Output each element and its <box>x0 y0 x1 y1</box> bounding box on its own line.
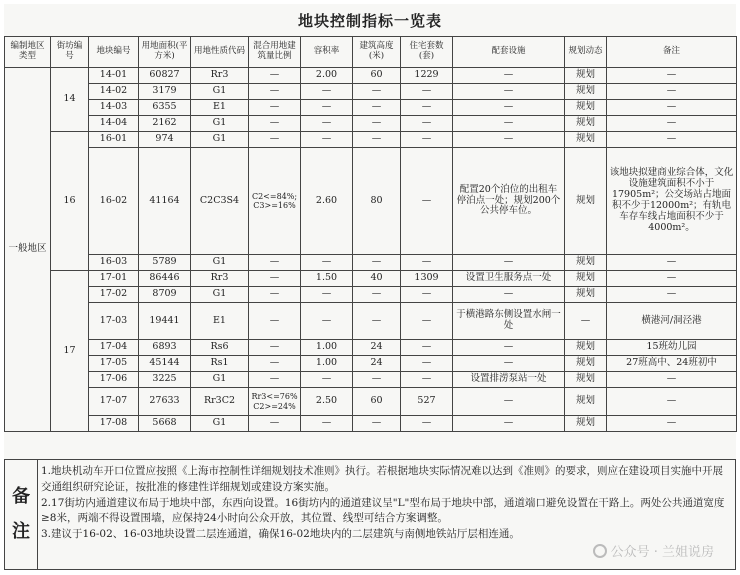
table-row <box>5 116 737 132</box>
units: — <box>401 116 453 132</box>
facilities: 设置排涝泵站一处 <box>453 372 565 388</box>
mixed-ratio: — <box>249 356 301 372</box>
land-use-code: Rr3C2 <box>191 388 249 416</box>
notes-label-char-2: 注 <box>12 520 30 542</box>
mixed-ratio: — <box>249 303 301 340</box>
header-status: 规划动态 <box>565 37 607 68</box>
facilities: 于横港路东侧设置水闸一处 <box>453 303 565 340</box>
notes-label-char-1: 备 <box>12 486 30 508</box>
block-16-cell: 16 <box>51 132 89 271</box>
land-area: 27633 <box>139 388 191 416</box>
table-row <box>5 416 737 432</box>
header-facilities: 配套设施 <box>453 37 565 68</box>
units: — <box>401 372 453 388</box>
header-height: 建筑高度(米) <box>353 37 401 68</box>
land-use-code: G1 <box>191 84 249 100</box>
note-2: 2.17街坊内通道建议布局于地块中部，东西向设置。16街坊内的通道建议呈"L"型布局于地块中部，通道端口避免设置在干路上。两处公共通道宽度≥8米，两端不得设置围墙，应保持24小时向公众开放，其位置、线型可结合方案调整。 <box>41 496 725 525</box>
status: 规划 <box>565 356 607 372</box>
land-use-code: G1 <box>191 287 249 303</box>
facilities: — <box>453 287 565 303</box>
block-14-cell: 14 <box>51 68 89 132</box>
far: — <box>301 255 353 271</box>
plot-id: 17-01 <box>89 271 139 287</box>
status: — <box>565 303 607 340</box>
status: 规划 <box>565 100 607 116</box>
remarks: 该地块拟建商业综合体，文化设施建筑面积不小于17905m²；公交场站占地面积不少于12000m²；有轨电车存车线占地面积不少于4000m²。 <box>607 148 737 255</box>
header-mixed-ratio: 混合用地建筑量比例 <box>249 37 301 68</box>
note-3: 3.建议于16-02、16-03地块设置二层连通道，确保16-02地块内的二层建筑与南侧地铁站厅层相连通。 <box>41 528 520 540</box>
height: 80 <box>353 148 401 255</box>
height: 60 <box>353 388 401 416</box>
plot-id: 16-02 <box>89 148 139 255</box>
height: — <box>353 416 401 432</box>
plot-id: 14-04 <box>89 116 139 132</box>
far: 1.50 <box>301 271 353 287</box>
units: — <box>401 84 453 100</box>
far: — <box>301 416 353 432</box>
plot-id: 17-02 <box>89 287 139 303</box>
header-region-type: 编制地区类型 <box>5 37 51 68</box>
header-block-no: 街坊编号 <box>51 37 89 68</box>
remarks: — <box>607 388 737 416</box>
remarks: — <box>607 271 737 287</box>
table-row <box>5 255 737 271</box>
far: — <box>301 116 353 132</box>
note-1: 1.地块机动车开口位置应按照《上海市控制性详细规划技术准则》执行。若根据地块实际情况难以达到《准则》的要求，则应在建设项目实施中开展交通组织研究论证，按批准的修建性详细规划或建设方案实施。 <box>41 465 724 493</box>
facilities: — <box>453 356 565 372</box>
remarks: 横港河/洞泾港 <box>607 303 737 340</box>
land-area: 974 <box>139 132 191 148</box>
height: — <box>353 287 401 303</box>
remarks: — <box>607 255 737 271</box>
units: — <box>401 148 453 255</box>
far: — <box>301 303 353 340</box>
status: 规划 <box>565 388 607 416</box>
land-use-code: Rr3 <box>191 68 249 84</box>
plot-id: 17-07 <box>89 388 139 416</box>
status: 规划 <box>565 132 607 148</box>
table-row <box>5 356 737 372</box>
status: 规划 <box>565 416 607 432</box>
land-use-code: G1 <box>191 132 249 148</box>
watermark <box>593 541 714 560</box>
remarks: — <box>607 116 737 132</box>
height: — <box>353 132 401 148</box>
far: 1.00 <box>301 340 353 356</box>
remarks: 27班高中、24班初中 <box>607 356 737 372</box>
table-row <box>5 287 737 303</box>
mixed-ratio: — <box>249 116 301 132</box>
land-area: 2162 <box>139 116 191 132</box>
remarks: — <box>607 84 737 100</box>
status: 规划 <box>565 287 607 303</box>
units: — <box>401 356 453 372</box>
status: 规划 <box>565 84 607 100</box>
table-row <box>5 372 737 388</box>
table-row <box>5 388 737 416</box>
mixed-ratio: — <box>249 287 301 303</box>
header-units: 住宅套数(套) <box>401 37 453 68</box>
facilities: — <box>453 84 565 100</box>
facilities: 设置卫生服务点一处 <box>453 271 565 287</box>
plot-id: 17-06 <box>89 372 139 388</box>
height: 24 <box>353 356 401 372</box>
plot-id: 16-01 <box>89 132 139 148</box>
land-area: 60827 <box>139 68 191 84</box>
far: — <box>301 287 353 303</box>
table-row <box>5 100 737 116</box>
plot-id: 14-02 <box>89 84 139 100</box>
mixed-ratio: — <box>249 340 301 356</box>
remarks: — <box>607 372 737 388</box>
mixed-ratio: Rr3<=76% C2>=24% <box>249 388 301 416</box>
land-area: 6893 <box>139 340 191 356</box>
plot-id: 17-04 <box>89 340 139 356</box>
land-area: 6355 <box>139 100 191 116</box>
land-use-code: C2C3S4 <box>191 148 249 255</box>
status: 规划 <box>565 255 607 271</box>
land-area: 5789 <box>139 255 191 271</box>
height: — <box>353 255 401 271</box>
land-use-code: Rr3 <box>191 271 249 287</box>
land-area: 41164 <box>139 148 191 255</box>
land-area: 19441 <box>139 303 191 340</box>
mixed-ratio: — <box>249 372 301 388</box>
land-use-code: G1 <box>191 416 249 432</box>
facilities: — <box>453 340 565 356</box>
land-use-code: G1 <box>191 255 249 271</box>
height: 24 <box>353 340 401 356</box>
header-land-use-code: 用地性质代码 <box>191 37 249 68</box>
land-area: 5668 <box>139 416 191 432</box>
mixed-ratio: — <box>249 84 301 100</box>
height: — <box>353 303 401 340</box>
header-land-area: 用地面积(平方米) <box>139 37 191 68</box>
remarks: — <box>607 416 737 432</box>
table-row <box>5 84 737 100</box>
mixed-ratio: C2<=84%; C3>=16% <box>249 148 301 255</box>
plot-id: 17-08 <box>89 416 139 432</box>
facilities: — <box>453 416 565 432</box>
units: 1229 <box>401 68 453 84</box>
facilities: — <box>453 132 565 148</box>
wechat-icon <box>593 544 607 558</box>
units: — <box>401 132 453 148</box>
notes-label <box>5 460 38 569</box>
far: 1.00 <box>301 356 353 372</box>
far: 2.00 <box>301 68 353 84</box>
units: — <box>401 303 453 340</box>
mixed-ratio: — <box>249 100 301 116</box>
table-row <box>5 132 737 148</box>
remarks: — <box>607 100 737 116</box>
land-area: 8709 <box>139 287 191 303</box>
units: 527 <box>401 388 453 416</box>
land-use-code: Rs1 <box>191 356 249 372</box>
units: 1309 <box>401 271 453 287</box>
facilities: — <box>453 100 565 116</box>
status: 规划 <box>565 340 607 356</box>
status: 规划 <box>565 271 607 287</box>
far: — <box>301 84 353 100</box>
control-index-table <box>4 36 737 432</box>
remarks: — <box>607 287 737 303</box>
facilities: — <box>453 116 565 132</box>
units: — <box>401 340 453 356</box>
units: — <box>401 100 453 116</box>
header-remarks: 备注 <box>607 37 737 68</box>
land-area: 3179 <box>139 84 191 100</box>
status: 规划 <box>565 372 607 388</box>
land-area: 3225 <box>139 372 191 388</box>
status: 规划 <box>565 68 607 84</box>
height: — <box>353 116 401 132</box>
height: 40 <box>353 271 401 287</box>
plot-id: 17-05 <box>89 356 139 372</box>
mixed-ratio: — <box>249 271 301 287</box>
facilities: — <box>453 255 565 271</box>
height: — <box>353 84 401 100</box>
status: 规划 <box>565 116 607 132</box>
land-use-code: E1 <box>191 303 249 340</box>
status: 规划 <box>565 148 607 255</box>
table-row <box>5 271 737 287</box>
plot-id: 17-03 <box>89 303 139 340</box>
table-row <box>5 148 737 255</box>
mixed-ratio: — <box>249 132 301 148</box>
facilities: — <box>453 68 565 84</box>
land-area: 86446 <box>139 271 191 287</box>
remarks: — <box>607 68 737 84</box>
plot-id: 14-01 <box>89 68 139 84</box>
facilities: — <box>453 388 565 416</box>
units: — <box>401 287 453 303</box>
height: 60 <box>353 68 401 84</box>
far: — <box>301 100 353 116</box>
plot-id: 14-03 <box>89 100 139 116</box>
mixed-ratio: — <box>249 255 301 271</box>
remarks: 15班幼儿园 <box>607 340 737 356</box>
table-row <box>5 68 737 84</box>
mixed-ratio: — <box>249 416 301 432</box>
land-use-code: Rs6 <box>191 340 249 356</box>
plot-control-sheet <box>4 4 736 570</box>
mixed-ratio: — <box>249 68 301 84</box>
land-area: 45144 <box>139 356 191 372</box>
remarks: — <box>607 132 737 148</box>
facilities: 配置20个泊位的出租车停泊点一处；规划200个公共停车位。 <box>453 148 565 255</box>
land-use-code: G1 <box>191 116 249 132</box>
table-row <box>5 303 737 340</box>
plot-id: 16-03 <box>89 255 139 271</box>
page-title: 地块控制指标一览表 <box>297 12 442 30</box>
notes-body <box>41 464 731 543</box>
block-17-cell: 17 <box>51 271 89 432</box>
height: — <box>353 100 401 116</box>
far: 2.60 <box>301 148 353 255</box>
region-type-cell: 一般地区 <box>5 68 51 432</box>
table-header-row <box>5 37 737 68</box>
watermark-text: 公众号 · 兰姐说房 <box>610 545 714 560</box>
far: — <box>301 132 353 148</box>
header-far: 容积率 <box>301 37 353 68</box>
units: — <box>401 255 453 271</box>
far: 2.50 <box>301 388 353 416</box>
height: — <box>353 372 401 388</box>
header-plot-no: 地块编号 <box>89 37 139 68</box>
land-use-code: G1 <box>191 372 249 388</box>
table-row <box>5 340 737 356</box>
far: — <box>301 372 353 388</box>
units: — <box>401 416 453 432</box>
land-use-code: E1 <box>191 100 249 116</box>
